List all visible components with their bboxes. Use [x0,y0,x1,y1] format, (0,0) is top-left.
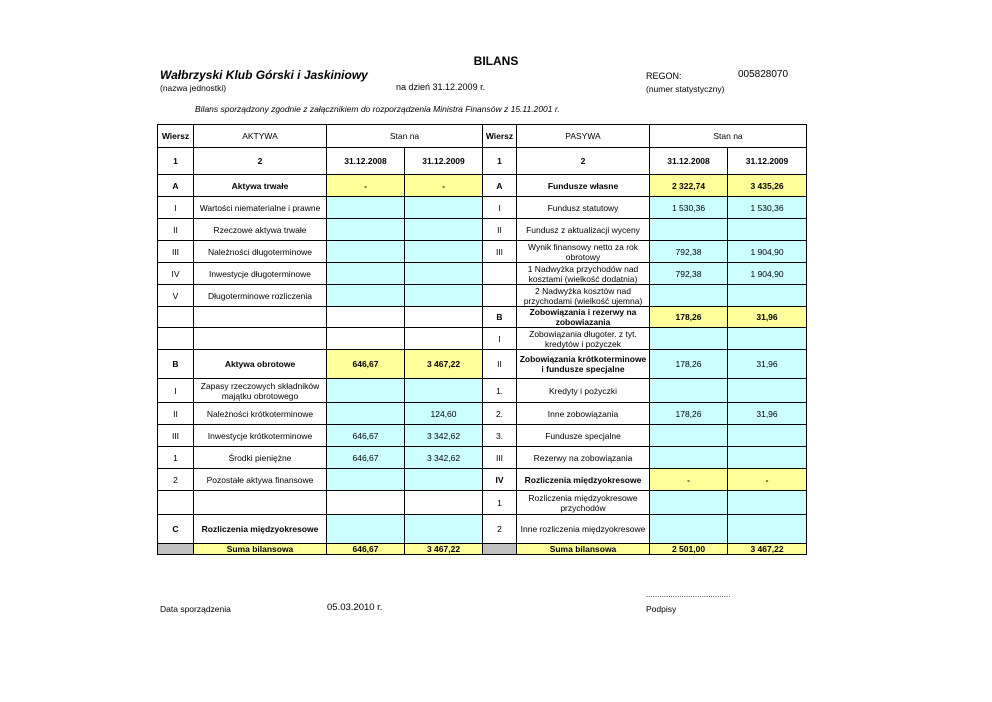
liability-value-2009 [728,379,807,403]
balance-row [158,425,807,447]
liability-row-number: IV [483,469,517,491]
liability-row-number [483,263,517,285]
regon-caption: (numer statystyczny) [646,84,725,94]
asset-label: Inwestycje długoterminowe [194,263,327,285]
sum-label-assets: Suma bilansowa [194,544,327,555]
liability-row-number: I [483,328,517,350]
liability-label: Zobowiązania długoter. z tyt. kredytów i pożyczek [517,328,650,350]
balance-row [158,447,807,469]
date-header: 31.12.2008 [650,148,728,175]
asset-value-2008 [327,403,405,425]
liability-value-2008 [650,219,728,241]
liability-row-number: 2 [483,515,517,544]
liability-value-2009: 1 530,36 [728,197,807,219]
col-number: 2 [194,148,327,175]
asset-row-number [158,491,194,515]
asset-label: Należności krótkoterminowe [194,403,327,425]
asset-value-2009 [405,263,483,285]
asset-row-number: 1 [158,447,194,469]
legal-basis: Bilans sporządzony zgodnie z załącznikiem do rozporządzenia Ministra Finansów z 15.11.2001 r. [195,104,560,114]
liability-row-number: I [483,197,517,219]
liability-label: Fundusz statutowy [517,197,650,219]
liability-row-number: A [483,175,517,197]
asset-row-number: A [158,175,194,197]
asset-label: Należności długoterminowe [194,241,327,263]
asset-value-2009 [405,285,483,307]
liability-row-number: III [483,241,517,263]
liability-value-2009 [728,515,807,544]
liability-label: Inne rozliczenia międzyokresowe [517,515,650,544]
liability-row-number [483,285,517,307]
wiersz-header: Wiersz [158,125,194,148]
balance-row [158,491,807,515]
liability-label: Rozliczenia międzyokresowe [517,469,650,491]
asset-value-2008: 646,67 [327,350,405,379]
sum-liabilities-2009: 3 467,22 [728,544,807,555]
asset-value-2008 [327,263,405,285]
sum-assets-2008: 646,67 [327,544,405,555]
liability-value-2009 [728,328,807,350]
asset-value-2009: 3 342,62 [405,447,483,469]
wiersz-header-liabilities: Wiersz [483,125,517,148]
liability-value-2008 [650,379,728,403]
document-title: BILANS [473,54,519,68]
balance-row [158,328,807,350]
asset-row-number: C [158,515,194,544]
asset-label: Wartości niematerialne i prawne [194,197,327,219]
asset-row-number: I [158,379,194,403]
regon-value: 005828070 [738,69,789,80]
asset-label: Środki pieniężne [194,447,327,469]
liability-value-2009: 31,96 [728,307,807,328]
column-number-row [158,148,807,175]
asset-value-2009 [405,379,483,403]
balance-row [158,515,807,544]
date-prepared-value: 05.03.2010 r. [327,602,383,613]
liability-value-2009: - [728,469,807,491]
liability-value-2009 [728,447,807,469]
asset-value-2009: 124,60 [405,403,483,425]
asset-label: Rozliczenia międzyokresowe [194,515,327,544]
balance-date: na dzień 31.12.2009 r. [396,82,486,92]
date-header: 31.12.2008 [327,148,405,175]
asset-value-2009: 3 467,22 [405,350,483,379]
asset-value-2009 [405,491,483,515]
pasywa-header: PASYWA [517,125,650,148]
asset-value-2009 [405,197,483,219]
liability-value-2009: 3 435,26 [728,175,807,197]
liability-row-number: II [483,350,517,379]
balance-row [158,307,807,328]
liability-row-number: 1 [483,491,517,515]
stan-na-header-liabilities: Stan na [650,125,807,148]
asset-value-2008 [327,285,405,307]
balance-row [158,469,807,491]
liability-label: Fundusze specjalne [517,425,650,447]
asset-label: Długoterminowe rozliczenia [194,285,327,307]
liability-row-number: B [483,307,517,328]
asset-value-2008 [327,379,405,403]
liability-value-2009: 31,96 [728,350,807,379]
stan-na-header-assets: Stan na [327,125,483,148]
liability-value-2008 [650,285,728,307]
signatures-label: Podpisy [646,604,677,614]
sum-spacer [158,544,194,555]
liability-value-2009: 31,96 [728,403,807,425]
liability-value-2009 [728,219,807,241]
header-row [158,125,807,148]
balance-row [158,241,807,263]
asset-row-number: III [158,241,194,263]
date-header: 31.12.2009 [405,148,483,175]
asset-value-2008: - [327,175,405,197]
asset-value-2008 [327,219,405,241]
asset-row-number: I [158,197,194,219]
liability-row-number: 1. [483,379,517,403]
liability-value-2009 [728,285,807,307]
liability-label: Inne zobowiązania [517,403,650,425]
asset-row-number: V [158,285,194,307]
liability-row-number: II [483,219,517,241]
liability-row-number: 2. [483,403,517,425]
liability-value-2009 [728,425,807,447]
liability-value-2009: 1 904,90 [728,241,807,263]
liability-value-2008: 178,26 [650,307,728,328]
asset-value-2009 [405,307,483,328]
balance-row [158,263,807,285]
asset-value-2008 [327,515,405,544]
asset-row-number: B [158,350,194,379]
sum-spacer [483,544,517,555]
col-number: 1 [158,148,194,175]
asset-value-2009 [405,219,483,241]
asset-label [194,328,327,350]
asset-value-2009 [405,241,483,263]
balance-row [158,403,807,425]
liability-value-2008 [650,425,728,447]
liability-label: Rozliczenia międzyokresowe przychodów [517,491,650,515]
asset-row-number: II [158,403,194,425]
asset-value-2009 [405,328,483,350]
signature-line: ...................................... [646,590,731,599]
asset-label [194,307,327,328]
liability-value-2008 [650,328,728,350]
asset-row-number [158,328,194,350]
balance-row [158,285,807,307]
asset-value-2009 [405,469,483,491]
liability-label: Kredyty i pożyczki [517,379,650,403]
asset-label: Zapasy rzeczowych składników majątku obrotowego [194,379,327,403]
sum-liabilities-2008: 2 501,00 [650,544,728,555]
liability-label: Zobowiązania i rezerwy na zobowiazania [517,307,650,328]
regon-label: REGON: [646,71,682,81]
asset-value-2008 [327,328,405,350]
liability-label: Rezerwy na zobowiązania [517,447,650,469]
asset-label: Inwestycje krótkoterminowe [194,425,327,447]
asset-value-2009: 3 342,62 [405,425,483,447]
liability-value-2009 [728,491,807,515]
liability-value-2008 [650,447,728,469]
liability-value-2008: 792,38 [650,241,728,263]
asset-label: Aktywa obrotowe [194,350,327,379]
asset-value-2008: 646,67 [327,425,405,447]
asset-value-2008 [327,307,405,328]
asset-label: Pozostałe aktywa finansowe [194,469,327,491]
balance-table [157,124,807,555]
asset-label: Rzeczowe aktywa trwałe [194,219,327,241]
balance-row [158,350,807,379]
asset-value-2008 [327,241,405,263]
asset-label: Aktywa trwałe [194,175,327,197]
liability-label: Fundusz z aktualizacji wyceny [517,219,650,241]
liability-value-2009: 1 904,90 [728,263,807,285]
asset-label [194,491,327,515]
asset-row-number: IV [158,263,194,285]
col-number: 1 [483,148,517,175]
liability-value-2008: 1 530,36 [650,197,728,219]
sum-label-liabilities: Suma bilansowa [517,544,650,555]
balance-row [158,379,807,403]
liability-value-2008: - [650,469,728,491]
asset-value-2009: - [405,175,483,197]
asset-row-number [158,307,194,328]
asset-row-number: 2 [158,469,194,491]
sum-assets-2009: 3 467,22 [405,544,483,555]
liability-value-2008 [650,515,728,544]
liability-value-2008: 792,38 [650,263,728,285]
liability-value-2008: 178,26 [650,403,728,425]
organization-name: Wałbrzyski Klub Górski i Jaskiniowy [160,68,368,82]
balance-row [158,197,807,219]
liability-label: Fundusze własne [517,175,650,197]
liability-value-2008: 178,26 [650,350,728,379]
asset-row-number: III [158,425,194,447]
liability-value-2008 [650,491,728,515]
liability-label: Zobowiązania krótkoterminowe i fundusze specjalne [517,350,650,379]
liability-row-number: III [483,447,517,469]
liability-row-number: 3. [483,425,517,447]
organization-caption: (nazwa jednostki) [160,83,227,93]
sum-row [158,544,807,555]
balance-row [158,219,807,241]
liability-value-2008: 2 322,74 [650,175,728,197]
asset-value-2008: 646,67 [327,447,405,469]
liability-label: 1 Nadwyżka przychodów nad kosztami (wielkość dodatnia) [517,263,650,285]
date-header: 31.12.2009 [728,148,807,175]
date-prepared-label: Data sporządzenia [160,604,231,614]
asset-value-2009 [405,515,483,544]
liability-label: Wynik finansowy netto za rok obrotowy [517,241,650,263]
asset-row-number: II [158,219,194,241]
asset-value-2008 [327,491,405,515]
asset-value-2008 [327,197,405,219]
asset-value-2008 [327,469,405,491]
aktywa-header: AKTYWA [194,125,327,148]
liability-label: 2 Nadwyżka kosztów nad przychodami (wielkość ujemna) [517,285,650,307]
balance-row [158,175,807,197]
col-number: 2 [517,148,650,175]
